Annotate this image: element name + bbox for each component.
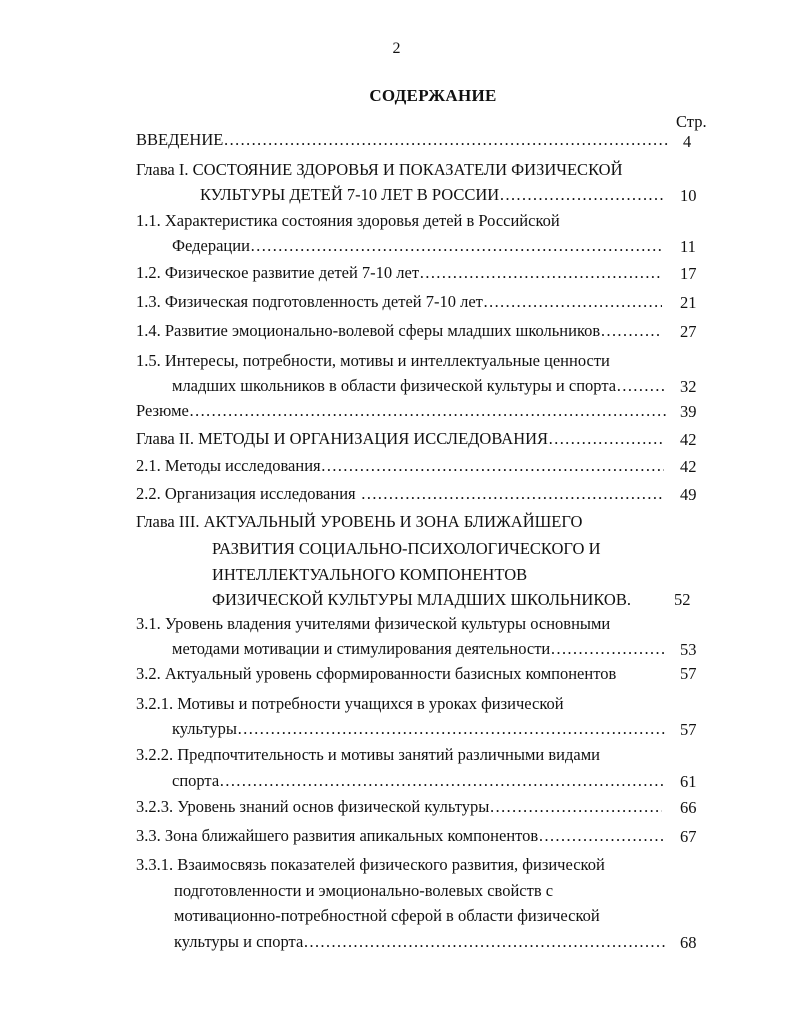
toc-entry-text: Глава II. МЕТОДЫ И ОРГАНИЗАЦИЯ ИССЛЕДОВАНИЯ [136, 429, 549, 448]
toc-entry-intro[interactable] [136, 130, 670, 150]
toc-entry-page: 49 [680, 485, 697, 504]
toc-entry-text: 3.2.3. Уровень знаний основ физической культуры [136, 797, 490, 816]
toc-entry-page: 61 [680, 772, 697, 791]
toc-entry-ch3-line3[interactable]: ИНТЕЛЛЕКТУАЛЬНОГО КОМПОНЕНТОВ [212, 565, 528, 584]
page-title: СОДЕРЖАНИЕ [369, 86, 497, 105]
dot-leader [548, 429, 664, 449]
toc-entry-s22[interactable] [136, 484, 664, 504]
toc-entry-text: Федерации [172, 236, 250, 255]
dot-leader [538, 826, 664, 846]
toc-entry-page: 32 [680, 377, 697, 396]
toc-entry-page: 10 [680, 186, 697, 205]
dot-leader [550, 639, 666, 659]
dot-leader [223, 130, 670, 150]
toc-entry-s15-line2[interactable] [172, 376, 666, 396]
toc-entry-s12[interactable] [136, 263, 662, 283]
dot-leader [489, 797, 662, 817]
dot-leader [189, 401, 666, 421]
dot-leader [321, 456, 664, 476]
toc-entry-s331-line1[interactable]: 3.3.1. Взаимосвязь показателей физического развития, физической [136, 855, 605, 874]
dot-leader [483, 292, 662, 312]
toc-entry-page: 67 [680, 827, 697, 846]
toc-entry-s14[interactable] [136, 321, 662, 341]
toc-entry-s331-line3[interactable]: мотивационно-потребностной сферой в области физической [174, 906, 600, 925]
toc-entry-page: 27 [680, 322, 697, 341]
dot-leader [303, 932, 666, 952]
toc-entry-page: 42 [680, 457, 697, 476]
toc-entry-text: Резюме [136, 401, 189, 420]
toc-entry-text: 2.2. Организация исследования [136, 484, 356, 503]
toc-entry-s323[interactable] [136, 797, 662, 817]
toc-entry-text: методами мотивации и стимулирования деятельности [172, 639, 551, 658]
toc-entry-text: 1.2. Физическое развитие детей 7-10 лет [136, 263, 420, 282]
toc-entry-text: спорта [172, 771, 220, 790]
toc-entry-text: 1.3. Физическая подготовленность детей 7-10 лет [136, 292, 483, 311]
toc-entry-s331-line4[interactable] [174, 932, 666, 952]
dot-leader [419, 263, 662, 283]
dot-leader [600, 321, 662, 341]
toc-entry-s331-line2[interactable]: подготовленности и эмоционально-волевых свойств с [174, 881, 554, 900]
toc-entry-page: 11 [680, 237, 696, 256]
toc-entry-text: КУЛЬТУРЫ ДЕТЕЙ 7-10 ЛЕТ В РОССИИ [200, 185, 500, 204]
toc-entry-page: 17 [680, 264, 697, 283]
dot-leader [361, 484, 664, 504]
toc-entry-ch1-line2[interactable] [200, 185, 666, 205]
toc-entry-s11-line2[interactable] [172, 236, 662, 256]
toc-entry-page: 57 [680, 720, 697, 739]
toc-entry-page: 42 [680, 430, 697, 449]
toc-entry-page: 57 [680, 664, 697, 683]
page-column-header: Стр. [676, 112, 707, 131]
toc-entry-s33[interactable] [136, 826, 664, 846]
toc-entry-ch3-line4[interactable]: ФИЗИЧЕСКОЙ КУЛЬТУРЫ МЛАДШИХ ШКОЛЬНИКОВ. [212, 590, 631, 609]
toc-entry-s13[interactable] [136, 292, 662, 312]
toc-entry-s21[interactable] [136, 456, 664, 476]
toc-entry-s322-line2[interactable] [172, 771, 664, 791]
toc-entry-ch1-line1[interactable]: Глава I. СОСТОЯНИЕ ЗДОРОВЬЯ И ПОКАЗАТЕЛИ ФИЗИЧЕСКОЙ [136, 160, 623, 179]
toc-entry-page: 21 [680, 293, 697, 312]
dot-leader [616, 376, 666, 396]
toc-entry-text: 1.4. Развитие эмоционально-волевой сферы младших школьников [136, 321, 601, 340]
toc-entry-page: 66 [680, 798, 697, 817]
toc-entry-ch2[interactable] [136, 429, 664, 449]
toc-entry-s32[interactable]: 3.2. Актуальный уровень сформированности базисных компонентов [136, 664, 617, 683]
toc-entry-page: 4 [683, 132, 692, 151]
toc-entry-text: культуры и спорта [174, 932, 304, 951]
toc-entry-resume[interactable] [136, 401, 666, 421]
toc-entry-page: 53 [680, 640, 697, 659]
toc-entry-s31-line2[interactable] [172, 639, 666, 659]
toc-entry-page: 39 [680, 402, 697, 421]
toc-entry-page: 52 [674, 590, 691, 609]
dot-leader [237, 719, 666, 739]
toc-entry-text: 2.1. Методы исследования [136, 456, 321, 475]
dot-leader [250, 236, 662, 256]
toc-entry-text: младших школьников в области физической культуры и спорта [172, 376, 617, 395]
toc-entry-text: культуры [172, 719, 238, 738]
toc-entry-page: 68 [680, 933, 697, 952]
dot-leader [499, 185, 666, 205]
toc-entry-text: ВВЕДЕНИЕ [136, 130, 224, 149]
toc-entry-ch3-line2[interactable]: РАЗВИТИЯ СОЦИАЛЬНО-ПСИХОЛОГИЧЕСКОГО И [212, 539, 601, 558]
toc-entry-ch3-line1[interactable]: Глава III. АКТУАЛЬНЫЙ УРОВЕНЬ И ЗОНА БЛИЖАЙШЕГО [136, 512, 583, 531]
toc-entry-text: 3.3. Зона ближайшего развития апикальных компонентов [136, 826, 539, 845]
toc-entry-s31-line1[interactable]: 3.1. Уровень владения учителями физической культуры основными [136, 614, 611, 633]
dot-leader [219, 771, 664, 791]
page-number: 2 [392, 40, 401, 57]
toc-entry-s321-line2[interactable] [172, 719, 666, 739]
toc-entry-s11-line1[interactable]: 1.1. Характеристика состояния здоровья детей в Российской [136, 211, 560, 230]
toc-entry-s322-line1[interactable]: 3.2.2. Предпочтительность и мотивы занятий различными видами [136, 745, 600, 764]
toc-entry-s15-line1[interactable]: 1.5. Интересы, потребности, мотивы и интеллектуальные ценности [136, 351, 610, 370]
toc-entry-s321-line1[interactable]: 3.2.1. Мотивы и потребности учащихся в уроках физической [136, 694, 564, 713]
